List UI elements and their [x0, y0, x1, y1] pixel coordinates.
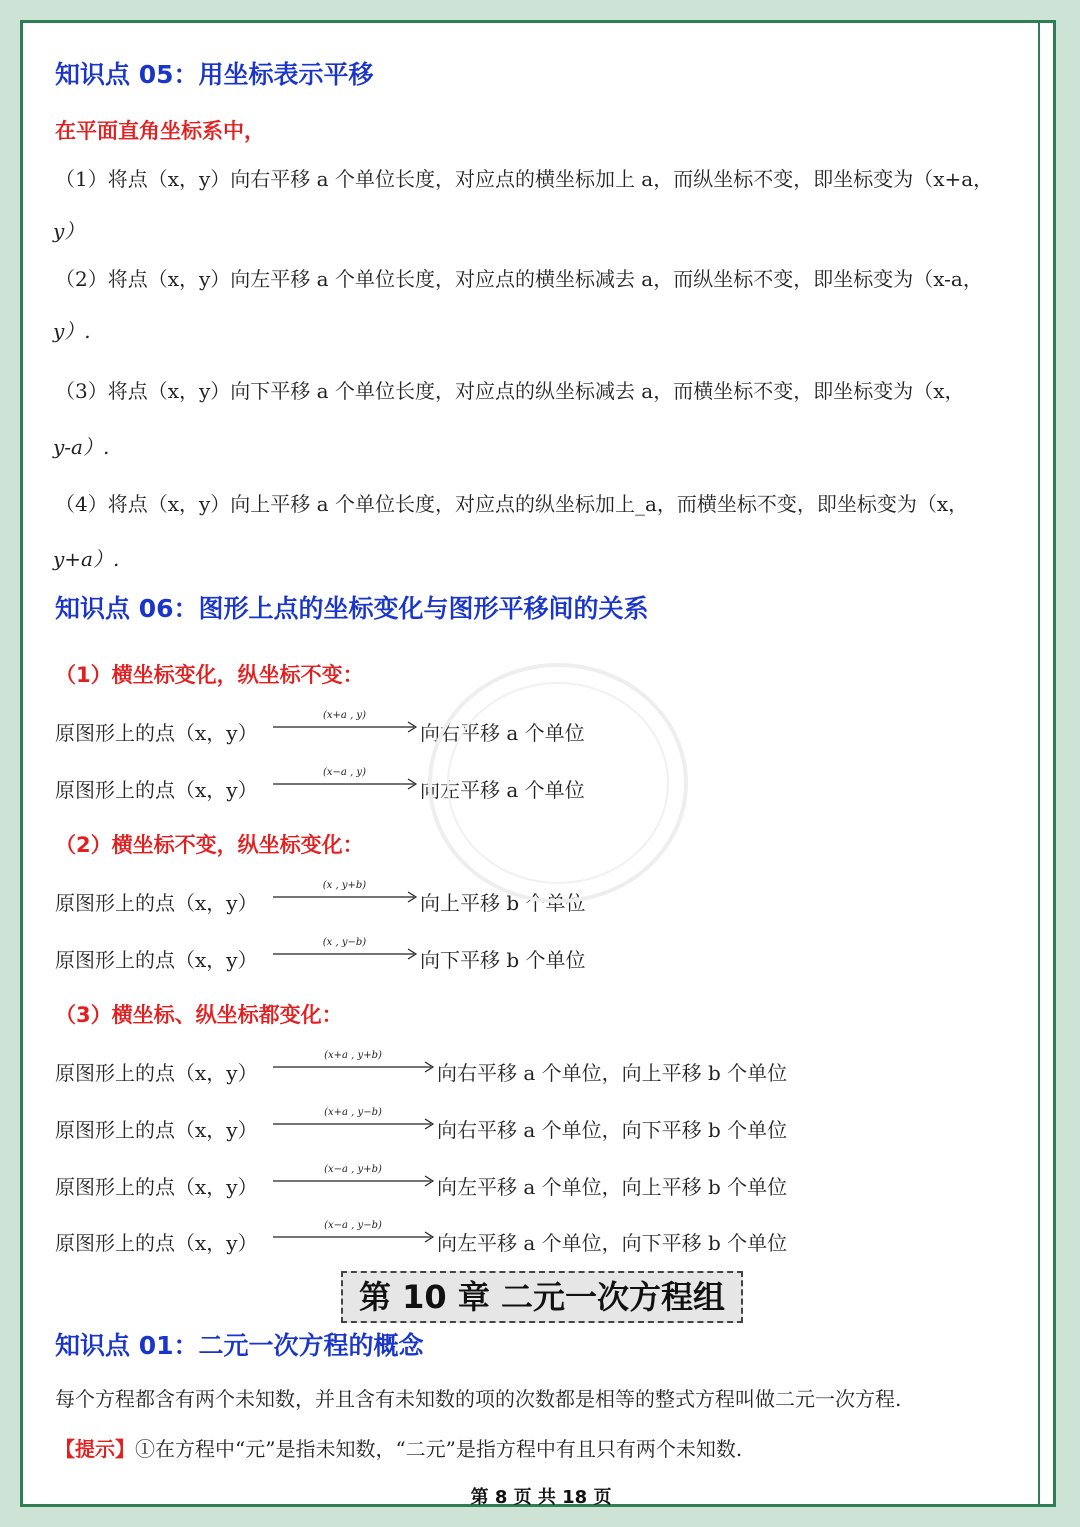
kp05-intro: 在平面直角坐标系中，	[55, 119, 265, 143]
kp05-title: 知识点 05：用坐标表示平移	[55, 60, 374, 89]
arrow-over-label: (x , y+b)	[322, 880, 367, 891]
kp05-item-2-cont: y）.	[53, 319, 91, 343]
arrow-over-label: (x−a , y−b)	[324, 1220, 382, 1231]
arrow-over-label: (x , y−b)	[322, 937, 367, 948]
arrow-icon	[273, 1106, 437, 1136]
arrow-icon	[273, 1163, 437, 1193]
watermark-stamp	[423, 658, 693, 908]
original-point-label: 原图形上的点（x，y）	[55, 778, 258, 802]
original-point-label: 原图形上的点（x，y）	[55, 1118, 258, 1142]
original-point-label: 原图形上的点（x，y）	[55, 721, 258, 745]
translation-result: 向右平移 a 个单位，向上平移 b 个单位	[437, 1061, 788, 1085]
kp05-item-3-cont: y-a）.	[53, 435, 110, 459]
arrow-icon	[273, 936, 420, 966]
kp06-sub1: （1）横坐标变化，纵坐标不变：	[55, 663, 364, 687]
document-page	[20, 20, 1056, 1507]
page-footer: 第 8 页 共 18 页	[470, 1487, 612, 1508]
ch10-kp01-title: 知识点 01：二元一次方程的概念	[55, 1331, 424, 1360]
arrow-icon	[273, 766, 420, 796]
arrow-icon	[273, 1049, 437, 1079]
original-point-label: 原图形上的点（x，y）	[55, 1231, 258, 1255]
chapter-heading: 第 10 章 二元一次方程组	[341, 1271, 743, 1323]
kp05-item-2: （2）将点（x，y）向左平移 a 个单位长度，对应点的横坐标减去 a，而纵坐标不变，即坐标变为（x-a，	[55, 267, 983, 291]
arrow-over-label: (x−a , y+b)	[324, 1164, 382, 1175]
arrow-over-label: (x+a , y)	[323, 710, 366, 721]
ch10-kp01-tip	[55, 1433, 742, 1462]
translation-result: 向下平移 b 个单位	[420, 948, 586, 972]
kp06-title: 知识点 06：图形上点的坐标变化与图形平移间的关系	[55, 594, 649, 623]
original-point-label: 原图形上的点（x，y）	[55, 891, 258, 915]
arrow-icon	[273, 879, 420, 909]
arrow-over-label: (x−a , y)	[323, 767, 366, 778]
translation-result: 向右平移 a 个单位	[420, 721, 585, 745]
original-point-label: 原图形上的点（x，y）	[55, 1061, 258, 1085]
kp06-sub2: （2）横坐标不变，纵坐标变化：	[55, 833, 364, 857]
translation-result: 向右平移 a 个单位，向下平移 b 个单位	[437, 1118, 788, 1142]
kp05-item-1: （1）将点（x，y）向右平移 a 个单位长度，对应点的横坐标加上 a，而纵坐标不变，即坐标变为（x+a，	[55, 167, 994, 191]
tip-label: 【提示】	[55, 1437, 135, 1461]
kp06-sub3: （3）横坐标、纵坐标都变化：	[55, 1003, 343, 1027]
arrow-over-label: (x+a , y−b)	[324, 1107, 382, 1118]
arrow-icon	[273, 709, 420, 739]
page-border-right	[1038, 20, 1040, 1507]
kp05-item-4: （4）将点（x，y）向上平移 a 个单位长度，对应点的纵坐标加上_a，而横坐标不变，即坐标变为（x，	[55, 492, 969, 516]
arrow-over-label: (x+a , y+b)	[324, 1050, 382, 1061]
translation-result: 向上平移 b 个单位	[420, 891, 586, 915]
kp05-item-4-cont: y+a）.	[53, 547, 120, 571]
original-point-label: 原图形上的点（x，y）	[55, 1175, 258, 1199]
kp05-item-3: （3）将点（x，y）向下平移 a 个单位长度，对应点的纵坐标减去 a，而横坐标不变，即坐标变为（x，	[55, 379, 965, 403]
translation-result: 向左平移 a 个单位	[420, 778, 585, 802]
arrow-icon	[273, 1219, 437, 1249]
translation-result: 向左平移 a 个单位，向下平移 b 个单位	[437, 1231, 788, 1255]
translation-result: 向左平移 a 个单位，向上平移 b 个单位	[437, 1175, 788, 1199]
tip-text: ①在方程中“元”是指未知数，“二元”是指方程中有且只有两个未知数.	[135, 1437, 743, 1461]
original-point-label: 原图形上的点（x，y）	[55, 948, 258, 972]
ch10-kp01-text: 每个方程都含有两个未知数，并且含有未知数的项的次数都是相等的整式方程叫做二元一次方程.	[55, 1387, 902, 1411]
kp05-item-1-cont: y）	[53, 219, 85, 243]
